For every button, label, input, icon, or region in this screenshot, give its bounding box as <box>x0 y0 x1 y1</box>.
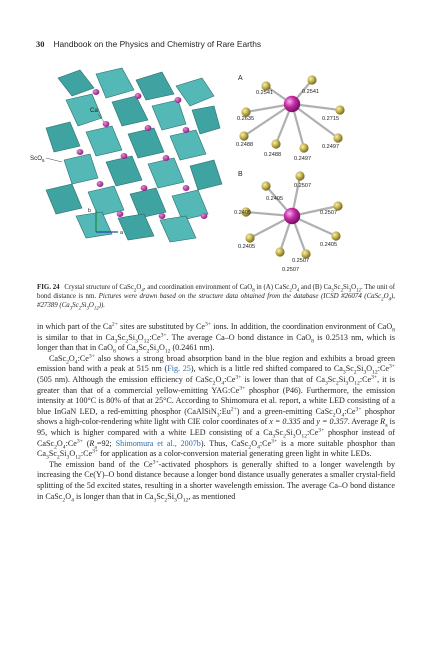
panel-a <box>236 75 345 162</box>
dist-a-4: 0.2715 <box>322 116 340 122</box>
dist-b-2: 0.2405 <box>266 196 284 202</box>
panel-b <box>234 171 343 273</box>
dist-a-8: 0.2497 <box>294 156 312 162</box>
caption-note: Pictures were drawn based on the structure data obtained from the database (ICSD #26074 $(CaSc_2O_4)$, #27389 $(Ca_3Sc_2Si_3O_{12})$). <box>37 293 395 312</box>
axis-b-label: b <box>88 208 91 214</box>
dist-b-7: 0.2507 <box>292 258 310 264</box>
dist-a-1: 0.2541 <box>256 90 274 96</box>
dist-a-5: 0.2488 <box>236 142 254 148</box>
paragraph-2: $CaSc_2O_4:Ce^{3+}$ also shows a strong broad absorption band in the blue region and exhibits a broad green emission band with a peak at 515 nm (Fig. 25), which is a little red shifted compared to $Ca_3Sc_2Si_3O_{12}:Ce^{3+}$ (505 nm). Although the emission efficiency of $CaSc_2O_4:Ce^{3+}$ is lower than that of $Ca_3Sc_2Si_3O_{12}:Ce^{3+}$, it is greater than that of a commercial yellow-emitting $YAG:Ce^{3+}$ phosphor (P46). Furthermore, the emission intensity at 100°C is 80% of that at 25°C. According to Shimomura et al. report, a white LED consisting of a blue InGaN LED, a red-emitting phosphor $(CaAlSiN_3:Eu^{2+})$ and a green-emitting $CaSc_2O_4:Ce^{3+}$ phosphor shows a high-color-rendering white light with CIE color coordinates of x = 0.335 and y = 0.357. Average $R_a$ is 95, which is higher compared with a white LED consisting of a $Ca_3Sc_2Si_3O_{12}:Ce^{3+}$ phosphor instead of $CaSc_2O_4:Ce^{3+}$ ($R_a=92$; Shimomura et al., 2007b). Thus, $CaSc_2O_4:Ce^{3+}$ is a more suitable phosphor than $Ca_3Sc_2Si_3O_{12}:Ce^{3+}$ for application as a color-conversion material generating green light in white LEDs. <box>37 353 396 461</box>
running-title: Handbook on the Physics and Chemistry of Rare Earths <box>53 39 262 49</box>
dist-a-2: 0.2541 <box>302 89 320 95</box>
dist-a-3: 0.2635 <box>237 116 255 122</box>
dist-a-6: 0.2497 <box>322 144 340 150</box>
dist-a-7: 0.2488 <box>264 152 282 158</box>
paragraph-1: in which part of the $Ca^{2+}$ sites are substituted by $Ce^{3+}$ ions. In addition, the coordination environment of CaO$_8$ is similar to that in $Ca_3Sc_2Si_3O_{12}:Ce^{3+}$. The average Ca–O bond distance in CaO$_8$ is 0.2513 nm, which is longer than that in CaO$_8$ of $Ca_3Sc_2Si_3O_{12}$ (0.2461 nm). <box>37 321 395 355</box>
panel-b-label: B <box>238 171 243 178</box>
citation-shimomura-2007b[interactable]: Shimomura et al., 2007b <box>115 438 201 448</box>
dist-b-1: 0.2507 <box>294 183 312 189</box>
dist-b-5: 0.2405 <box>238 244 256 250</box>
body-text <box>37 322 395 502</box>
dist-b-8: 0.2507 <box>282 267 300 273</box>
citation-fig-25[interactable]: Fig. 25 <box>167 364 191 374</box>
polyhedra-network <box>46 68 222 242</box>
figure-label: FIG. 24 <box>37 284 60 291</box>
dist-b-4: 0.2507 <box>320 210 338 216</box>
figure-drawing <box>30 66 396 276</box>
crystal-structure-figure <box>30 66 396 276</box>
dist-b-6: 0.2405 <box>320 242 338 248</box>
label-sco6: ScO$_6$ <box>30 155 45 163</box>
axis-a-label: a <box>120 230 123 236</box>
page-number: 30 <box>36 40 45 49</box>
panel-a-label: A <box>238 75 243 82</box>
label-ca: Ca <box>90 107 98 114</box>
dist-b-3: 0.2405 <box>234 210 252 216</box>
paragraph-3: The emission band of the $Ce^{3+}$-activated phosphors is generally shifted to a longer wavelength by increasing the Ce(Y)–O bond distance because a longer bond distance usually generates a smaller crystal-field splitting of the 5d excited states, resulting in a shorter wavelength emission. The average Ca–O bond distance in $CaSc_2O_4$ is longer than that in $Ca_3Sc_2Si_3O_{12}$, as mentioned <box>37 459 395 504</box>
figure-caption: FIG. 24 Crystal structure of $CaSc_2O_4$, and coordination environment of CaO$_8$ in (A) $CaSc_2O_4$ and (B) $Ca_3Sc_2Si_3O_{12}$. The unit of bond distance is nm. Pictures were drawn based on the structure data obtained from the database (ICSD #26074 $(CaSc_2O_4)$, #27389 $(Ca_3Sc_2Si_3O_{12})$). <box>37 284 395 312</box>
running-header <box>36 39 396 51</box>
